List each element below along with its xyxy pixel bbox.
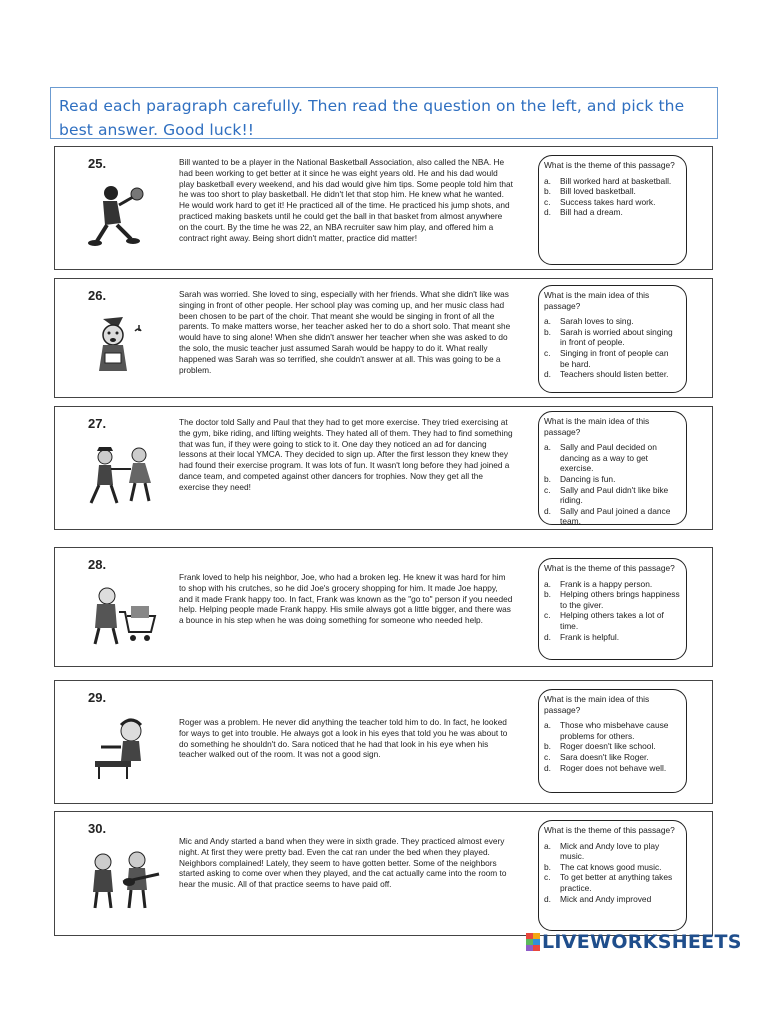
logo-text: LIVEWORKSHEETS [542,931,742,953]
option-letter: a. [544,578,551,589]
option-letter: c. [544,196,551,207]
option-text: Singing in front of people can be hard. [560,347,669,369]
singing-girl-icon [83,315,163,379]
question-number: 28. [88,557,107,572]
option-text: Frank is helpful. [560,631,620,642]
option-letter: b. [544,326,551,337]
option-letter: b. [544,186,551,197]
option-text: Helping others brings happiness to the giver. [560,589,680,610]
option-text: Dancing is fun. [560,473,616,484]
option-c[interactable] [544,752,680,763]
question-card-26 [54,278,713,398]
option-text: Sarah loves to sing. [560,316,634,327]
option-letter: d. [544,505,551,516]
option-letter: b. [544,741,551,752]
answer-box[interactable] [538,285,687,393]
option-letter: b. [544,589,551,600]
option-b[interactable] [544,186,680,197]
answer-question: What is the main idea of this passage? [544,694,650,715]
option-text: Sally and Paul didn't like bike riding. [560,484,669,506]
answer-question: What is the theme of this passage? [544,160,675,170]
question-number: 27. [88,416,107,431]
answer-question: What is the main idea of this passage? [544,290,650,311]
dancing-couple-icon [83,443,163,507]
option-letter: c. [544,347,551,358]
option-a[interactable] [544,579,680,590]
option-b[interactable] [544,741,680,752]
passage-text: Bill wanted to be a player in the National Basketball Association, also called the NBA. He had been working to get better at it since he was eight years old. He and his dad would play basketball every weekend, and his dad would give him tips. Some people told him that he was too short to play basketball. He didn't let that stop him. He knew what he wanted. He would work hard to get it! He practiced all of the time. He practiced his jump shots, and practiced making baskets until he could get the ball in that basket from almost anywhere on the court. By the time he was 22, an NBA recruiter saw him play, and offered him a contract right away. Being short didn't matter, practice did matter! [179,157,513,243]
option-a[interactable] [544,841,680,862]
option-c[interactable] [544,872,680,893]
option-d[interactable] [544,207,680,218]
option-letter: c. [544,484,551,495]
question-card-27 [54,406,713,530]
option-letter: a. [544,840,551,851]
option-text: Sally and Paul joined a dance team. [560,505,671,527]
option-letter: c. [544,751,551,762]
answer-question: What is the theme of this passage? [544,563,675,573]
option-text: Bill had a dream. [560,207,623,218]
basketball-player-icon [83,183,163,247]
liveworksheets-logo[interactable] [526,930,742,954]
option-d[interactable] [544,763,680,774]
option-text: Sarah is worried about singing in front of people. [560,326,673,348]
passage-text: Sarah was worried. She loved to sing, especially with her friends. What she didn't like was singing in front of other people. Her school play was coming up, and her music class had been chosen to be part of the choir. That meant she would be singing in front of all the parents. To make matters worse, her teacher asked her to do a short solo. That meant she would have to sing alone! When she didn't answer her teacher when she was asked to do the solo, the music teacher just assumed Sarah would be happy to do it. What really happened was Sarah was so terrified, she couldn't answer at all. This was going to be a problem. [179,289,511,375]
shopping-cart-helper-icon [83,584,163,648]
option-a[interactable] [544,442,680,474]
option-a[interactable] [544,176,680,187]
option-text: Frank is a happy person. [560,578,653,589]
band-musicians-icon [83,848,163,912]
option-text: To get better at anything takes practice. [560,872,673,893]
option-letter: d. [544,631,551,642]
answer-box[interactable] [538,411,687,525]
option-text: Success takes hard work. [560,196,656,207]
option-text: Bill worked hard at basketball. [560,175,672,186]
option-letter: a. [544,720,551,731]
option-a[interactable] [544,720,680,741]
option-c[interactable] [544,485,680,506]
option-b[interactable] [544,589,680,610]
option-letter: a. [544,175,551,186]
option-c[interactable] [544,348,680,369]
option-text: Helping others takes a lot of time. [560,610,664,631]
question-number: 25. [88,156,107,171]
instructions-box: Read each paragraph carefully. Then read the question on the left, and pick the best answer. Good luck!! [50,87,718,139]
option-letter: b. [544,473,551,484]
option-text: Sally and Paul decided on dancing as a way to get exercise. [560,442,657,474]
option-text: Mick and Andy love to play music. [560,840,660,862]
option-b[interactable] [544,474,680,485]
option-text: Bill loved basketball. [560,186,636,197]
answer-box[interactable] [538,558,687,660]
question-card-29 [54,680,713,804]
option-c[interactable] [544,610,680,631]
option-a[interactable] [544,316,680,327]
option-b[interactable] [544,862,680,873]
passage-text: The doctor told Sally and Paul that they had to get more exercise. They tried exercising at the gym, bike riding, and lifting weights. They hated all of them. They had to find something that was fun, if they were going to stick to it. One day they noticed an ad for dancing lessons at their local YMCA. They decided to sign up. After the first lesson they knew they had found their exercise program. It was lots of fun. It wasn't long before they had joined a dance team, and competed against other dancers for trophies. Now they get all the exercise they need! [179,417,513,492]
question-card-28 [54,547,713,667]
option-text: Roger doesn't like school. [560,741,656,752]
question-card-30 [54,811,713,936]
option-letter: d. [544,893,551,904]
question-number: 29. [88,690,107,705]
option-b[interactable] [544,327,680,348]
option-text: Mick and Andy improved [560,893,652,904]
boy-at-desk-icon [83,717,163,781]
option-c[interactable] [544,197,680,208]
option-text: Those who misbehave cause problems for others. [560,720,669,741]
logo-mark-icon [526,933,540,951]
option-letter: c. [544,610,551,621]
option-d[interactable] [544,369,680,380]
option-letter: d. [544,207,551,218]
answer-question: What is the theme of this passage? [544,825,675,835]
option-letter: a. [544,442,551,453]
option-letter: d. [544,762,551,773]
option-letter: a. [544,316,551,327]
answer-box[interactable] [538,155,687,265]
passage-text: Roger was a problem. He never did anything the teacher told him to do. In fact, he looked for ways to get into trouble. He always got a look in his eyes that told you he was about to do something he shouldn't do. Sara noticed that he had that look in his eye when his teacher walked out of the room. It was not a good sign. [179,717,508,760]
option-d[interactable] [544,506,680,527]
question-number: 26. [88,288,107,303]
answer-box[interactable] [538,689,687,793]
option-d[interactable] [544,632,680,643]
question-card-25 [54,146,713,270]
option-letter: b. [544,861,551,872]
option-text: Roger does not behave well. [560,762,667,773]
option-d[interactable] [544,894,680,905]
option-letter: d. [544,369,551,380]
passage-text: Mic and Andy started a band when they were in sixth grade. They practiced almost every night. At first they were pretty bad. Even the cat ran under the bed when they played. Neighbors complained! Lately, they seem to have gotten better. Some of the neighbors started asking to come over when they played, and the cat actually came into the room to hear the music. All of that practice seems to have paid off. [179,836,507,890]
answer-box[interactable] [538,820,687,931]
question-number: 30. [88,821,107,836]
option-letter: c. [544,872,551,883]
option-text: Teachers should listen better. [560,369,669,380]
option-text: The cat knows good music. [560,861,662,872]
answer-question: What is the main idea of this passage? [544,416,650,437]
option-text: Sara doesn't like Roger. [560,751,649,762]
passage-text: Frank loved to help his neighbor, Joe, who had a broken leg. He knew it was hard for him to shop with his crutches, so he did Joe's grocery shopping for him. It made Joe happy, and it made Frank happy too. In fact, Frank was known as the "go to" person if you needed help. Helping people made Frank happy. His smile always got a little bigger, and there was a bounce in his step when he was doing something for someone who needed help. [179,572,513,626]
